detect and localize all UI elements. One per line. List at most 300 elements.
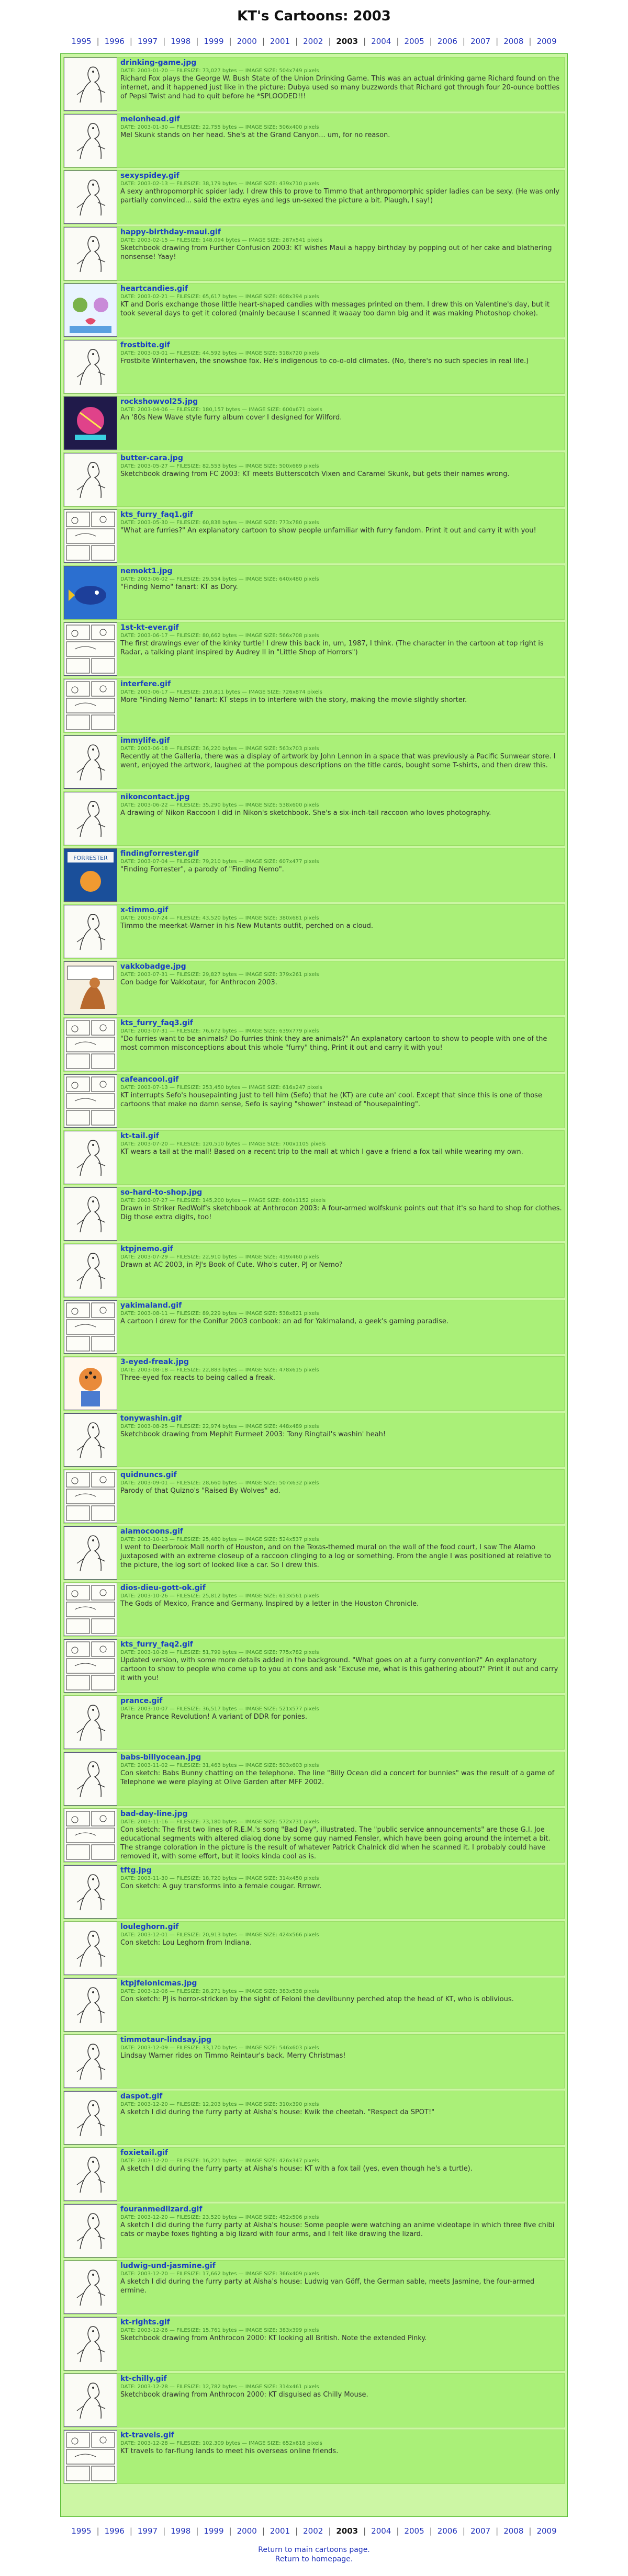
cartoon-filename-link[interactable]: kt-tail.gif	[120, 1132, 159, 1140]
cartoon-filename-link[interactable]: melonhead.gif	[120, 115, 180, 123]
cartoon-filename-link[interactable]: babs-billyocean.jpg	[120, 1753, 201, 1762]
meta-filesize: 73,180	[202, 1819, 221, 1825]
meta-filesize: 12,782	[202, 2384, 221, 2390]
cartoon-thumbnail[interactable]	[64, 2317, 117, 2370]
cartoon-entry	[63, 2091, 565, 2145]
meta-date: 2003-11-02	[137, 1763, 168, 1768]
bottom-year-link-2002[interactable]: 2002	[303, 2526, 323, 2536]
cartoon-thumbnail[interactable]	[64, 1018, 117, 1071]
meta-imagesize: 507x632	[279, 1480, 302, 1486]
top-year-link-1996[interactable]: 1996	[104, 37, 125, 46]
cartoon-info	[120, 622, 564, 676]
cartoon-filename-link[interactable]: x-timmo.gif	[120, 906, 169, 914]
cartoon-thumbnail[interactable]	[64, 340, 117, 393]
cartoon-thumbnail[interactable]	[64, 1244, 117, 1297]
svg-text:FORRESTER: FORRESTER	[73, 855, 108, 861]
cartoon-description: Lindsay Warner rides on Timmo Reintaur's back. Merry Christmas!	[120, 2052, 346, 2060]
meta-bytes-label: bytes	[226, 237, 240, 243]
meta-date-label: DATE:	[120, 2158, 136, 2164]
cartoon-entry	[63, 1356, 565, 1411]
cartoon-filename-link[interactable]: prance.gif	[120, 1697, 163, 1705]
cartoon-filename-link[interactable]: ktpjfelonicmas.jpg	[120, 1979, 197, 1988]
cartoon-description: Con sketch: A guy transforms into a female cougar. Rrrowr.	[120, 1882, 322, 1890]
bottom-year-link-1995[interactable]: 1995	[71, 2526, 92, 2536]
cartoon-thumbnail[interactable]	[64, 2374, 117, 2427]
cartoon-metadata: DATE: 2003-07-29 — FILESIZE: 22,910 bytes — IMAGE SIZE: 419x460 pixels	[120, 1254, 319, 1260]
meta-imagesize-label: IMAGE SIZE:	[245, 68, 278, 74]
cartoon-entry	[63, 1074, 565, 1128]
cartoon-info	[120, 1526, 564, 1580]
meta-imagesize-label: IMAGE SIZE:	[245, 1424, 278, 1429]
meta-imagesize: 518x720	[279, 350, 302, 356]
meta-filesize-label: FILESIZE:	[176, 463, 201, 469]
year-separator: |	[396, 37, 399, 46]
meta-date: 2003-06-17	[137, 689, 168, 695]
meta-date-label: DATE:	[120, 1480, 136, 1486]
meta-bytes-label: bytes	[222, 1989, 237, 1994]
meta-date: 2003-12-09	[137, 2045, 168, 2051]
cartoon-metadata: DATE: 2003-12-06 — FILESIZE: 28,271 bytes — IMAGE SIZE: 383x538 pixels	[120, 1989, 319, 1994]
cartoon-filename-link[interactable]: sexyspidey.gif	[120, 172, 180, 180]
meta-imagesize: 566x708	[279, 633, 302, 639]
cartoon-filename-link[interactable]: heartcandies.gif	[120, 285, 188, 293]
cartoon-filename-link[interactable]: dios-dieu-gott-ok.gif	[120, 1584, 206, 1592]
meta-filesize-label: FILESIZE:	[176, 2271, 201, 2277]
meta-filesize: 210,811	[202, 689, 225, 695]
meta-bytes-label: bytes	[226, 689, 240, 695]
cartoon-metadata: DATE: 2003-11-30 — FILESIZE: 18,720 bytes — IMAGE SIZE: 314x450 pixels	[120, 1876, 319, 1881]
cartoon-description: More "Finding Nemo" fanart: KT steps in to interfere with the story, making the movie slightly shorter.	[120, 696, 467, 704]
year-separator: |	[396, 2526, 399, 2536]
cartoon-filename-link[interactable]: 3-eyed-freak.jpg	[120, 1358, 189, 1366]
cartoon-info	[120, 1696, 564, 1749]
cartoon-filename-link[interactable]: fouranmedlizard.gif	[120, 2205, 203, 2214]
cartoon-filename-link[interactable]: tftg.jpg	[120, 1866, 152, 1875]
cartoon-description: Drawn at AC 2003, in PJ's Book of Cute. Who's cuter, PJ or Nemo?	[120, 1261, 343, 1269]
meta-date-label: DATE:	[120, 1876, 136, 1881]
year-separator: |	[496, 37, 499, 46]
bottom-year-current: 2003	[336, 2526, 358, 2536]
top-year-link-2000[interactable]: 2000	[237, 37, 257, 46]
cartoon-filename-link[interactable]: yakimaland.gif	[120, 1301, 182, 1310]
cartoon-thumbnail[interactable]	[64, 1696, 117, 1749]
meta-imagesize: 640x480	[279, 576, 302, 582]
meta-pixels-label: pixels	[304, 1989, 319, 1994]
bottom-year-link-2009[interactable]: 2009	[536, 2526, 557, 2536]
meta-pixels-label: pixels	[307, 237, 322, 243]
cartoon-thumbnail[interactable]	[64, 1074, 117, 1128]
meta-date-label: DATE:	[120, 2441, 136, 2446]
cartoon-filename-link[interactable]: drinking-game.jpg	[120, 59, 197, 67]
cartoon-thumbnail[interactable]	[64, 2261, 117, 2314]
cartoon-info	[120, 1583, 564, 1636]
cartoon-thumbnail[interactable]	[64, 114, 117, 167]
meta-date-label: DATE:	[120, 68, 136, 74]
cartoon-entry	[63, 565, 565, 620]
cartoon-filename-link[interactable]: cafeancool.gif	[120, 1075, 179, 1084]
cartoon-entry	[63, 622, 565, 676]
cartoon-thumbnail[interactable]	[64, 1300, 117, 1354]
meta-imagesize: 452x506	[279, 2215, 302, 2220]
cartoon-metadata: DATE: 2003-06-18 — FILESIZE: 36,220 bytes — IMAGE SIZE: 563x703 pixels	[120, 746, 319, 752]
meta-filesize-label: FILESIZE:	[176, 1480, 201, 1486]
cartoon-entry	[63, 1413, 565, 1467]
cartoon-filename-link[interactable]: kt-rights.gif	[120, 2318, 170, 2327]
meta-filesize-label: FILESIZE:	[176, 633, 201, 639]
bottom-year-link-2008[interactable]: 2008	[503, 2526, 524, 2536]
cartoon-entry	[63, 1130, 565, 1185]
cartoon-filename-link[interactable]: kts_furry_faq2.gif	[120, 1640, 193, 1649]
meta-imagesize: 563x703	[279, 746, 302, 752]
meta-pixels-label: pixels	[310, 1198, 326, 1204]
meta-pixels-label: pixels	[304, 350, 319, 356]
meta-filesize: 31,463	[202, 1763, 221, 1768]
year-separator: |	[96, 37, 99, 46]
cartoon-filename-link[interactable]: timmotaur-lindsay.jpg	[120, 2036, 212, 2044]
cartoon-entry	[63, 1526, 565, 1580]
bottom-year-link-2001[interactable]: 2001	[270, 2526, 290, 2536]
meta-bytes-label: bytes	[222, 1876, 237, 1881]
top-year-link-2005[interactable]: 2005	[404, 37, 424, 46]
meta-filesize-label: FILESIZE:	[176, 181, 201, 187]
cartoon-thumbnail[interactable]	[64, 1922, 117, 1975]
cartoon-filename-link[interactable]: so-hard-to-shop.jpg	[120, 1188, 203, 1197]
meta-imagesize-label: IMAGE SIZE:	[245, 1254, 278, 1260]
cartoon-info	[120, 848, 564, 902]
meta-date: 2003-06-17	[137, 633, 168, 639]
cartoon-thumbnail[interactable]	[64, 509, 117, 563]
cartoon-entry	[63, 509, 565, 563]
meta-filesize: 120,510	[202, 1141, 225, 1147]
meta-bytes-label: bytes	[222, 294, 237, 300]
cartoon-filename-link[interactable]: kts_furry_faq3.gif	[120, 1019, 193, 1027]
meta-date: 2003-12-28	[137, 2441, 168, 2446]
cartoon-thumbnail[interactable]	[64, 1752, 117, 1806]
cartoon-filename-link[interactable]: immylife.gif	[120, 736, 170, 745]
cartoon-description: Sketchbook drawing from Anthrocon 2000: KT disguised as Chilly Mouse.	[120, 2391, 368, 2399]
meta-imagesize-label: IMAGE SIZE:	[245, 294, 278, 300]
meta-imagesize: 616x247	[282, 1085, 306, 1091]
top-year-link-2008[interactable]: 2008	[503, 37, 524, 46]
cartoon-filename-link[interactable]: rockshowvol25.jpg	[120, 398, 198, 406]
cartoon-filename-link[interactable]: tonywashin.gif	[120, 1414, 182, 1423]
cartoon-info	[120, 1865, 564, 1919]
meta-imagesize: 600x671	[282, 407, 306, 413]
meta-bytes-label: bytes	[226, 2441, 240, 2446]
cartoon-entry	[63, 1695, 565, 1750]
cartoon-filename-link[interactable]: bad-day-line.jpg	[120, 1810, 188, 1818]
cartoon-info	[120, 1639, 564, 1693]
cartoon-description: Parody of that Quizno's "Raised By Wolves" ad.	[120, 1487, 281, 1495]
cartoon-entry	[63, 283, 565, 337]
meta-imagesize-label: IMAGE SIZE:	[245, 2215, 278, 2220]
meta-pixels-label: pixels	[304, 1593, 319, 1599]
meta-imagesize-label: IMAGE SIZE:	[245, 2271, 278, 2277]
meta-filesize-label: FILESIZE:	[176, 237, 201, 243]
meta-filesize: 20,913	[202, 1932, 221, 1938]
cartoon-metadata: DATE: 2003-07-04 — FILESIZE: 79,210 bytes — IMAGE SIZE: 607x477 pixels	[120, 859, 319, 865]
cartoon-filename-link[interactable]: alamocoons.gif	[120, 1527, 183, 1536]
top-year-link-2004[interactable]: 2004	[371, 37, 391, 46]
cartoon-filename-link[interactable]: nemokt1.jpg	[120, 567, 173, 575]
meta-date: 2003-07-24	[137, 915, 168, 921]
cartoon-filename-link[interactable]: ludwig-und-jasmine.gif	[120, 2262, 216, 2270]
cartoon-thumbnail[interactable]	[64, 2091, 117, 2144]
meta-filesize: 22,974	[202, 1424, 221, 1429]
meta-filesize-label: FILESIZE:	[176, 68, 201, 74]
meta-pixels-label: pixels	[304, 2328, 319, 2333]
meta-imagesize-label: IMAGE SIZE:	[245, 633, 278, 639]
meta-filesize-label: FILESIZE:	[176, 1932, 201, 1938]
top-year-link-2006[interactable]: 2006	[437, 37, 457, 46]
meta-imagesize: 538x600	[279, 802, 302, 808]
meta-date-label: DATE:	[120, 294, 136, 300]
meta-date-label: DATE:	[120, 350, 136, 356]
bottom-year-link-1996[interactable]: 1996	[104, 2526, 125, 2536]
meta-date: 2003-02-21	[137, 294, 168, 300]
meta-filesize-label: FILESIZE:	[176, 1593, 201, 1599]
meta-filesize-label: FILESIZE:	[176, 2045, 201, 2051]
meta-date: 2003-10-07	[137, 1706, 168, 1712]
meta-pixels-label: pixels	[304, 1424, 319, 1429]
cartoon-entry	[63, 339, 565, 394]
cartoon-description: Drawn in Striker RedWolf's sketchbook at Anthrocon 2003: A four-armed wolfskunk points out that it's so hard to shop for clothes. Dig those extra digits, too!	[120, 1205, 562, 1221]
meta-imagesize-label: IMAGE SIZE:	[245, 1819, 278, 1825]
cartoon-filename-link[interactable]: vakkobadge.jpg	[120, 962, 186, 971]
cartoon-filename-link[interactable]: daspot.gif	[120, 2092, 163, 2101]
bottom-year-link-2005[interactable]: 2005	[404, 2526, 424, 2536]
meta-bytes-label: bytes	[222, 972, 237, 978]
cartoon-metadata: DATE: 2003-07-27 — FILESIZE: 145,200 bytes — IMAGE SIZE: 600x1152 pixels	[120, 1198, 326, 1204]
cartoon-thumbnail[interactable]	[64, 58, 117, 111]
top-year-link-2009[interactable]: 2009	[536, 37, 557, 46]
meta-date-label: DATE:	[120, 689, 136, 695]
meta-pixels-label: pixels	[304, 520, 319, 526]
meta-bytes-label: bytes	[222, 2158, 237, 2164]
cartoon-thumbnail[interactable]	[64, 227, 117, 280]
cartoon-thumbnail[interactable]	[64, 2148, 117, 2201]
cartoon-entry	[63, 1921, 565, 1976]
top-year-link-1997[interactable]: 1997	[137, 37, 158, 46]
bottom-year-link-2004[interactable]: 2004	[371, 2526, 391, 2536]
cartoon-filename-link[interactable]: quidnuncs.gif	[120, 1471, 177, 1479]
cartoon-thumbnail[interactable]	[64, 396, 117, 450]
cartoon-filename-link[interactable]: frostbite.gif	[120, 341, 170, 349]
meta-pixels-label: pixels	[304, 2045, 319, 2051]
homepage-link[interactable]: Return to homepage.	[275, 2555, 353, 2563]
meta-bytes-label: bytes	[222, 2271, 237, 2277]
bottom-year-link-2007[interactable]: 2007	[470, 2526, 491, 2536]
year-separator: |	[462, 2526, 465, 2536]
top-year-link-1998[interactable]: 1998	[171, 37, 191, 46]
meta-imagesize-label: IMAGE SIZE:	[249, 407, 281, 413]
year-separator: |	[429, 2526, 432, 2536]
cartoon-filename-link[interactable]: findingforrester.gif	[120, 849, 199, 858]
cartoon-thumbnail[interactable]	[64, 1187, 117, 1241]
cartoon-thumbnail[interactable]	[64, 1413, 117, 1467]
top-year-link-2001[interactable]: 2001	[270, 37, 290, 46]
cartoon-thumbnail[interactable]	[64, 1583, 117, 1636]
cartoon-info	[120, 2430, 564, 2483]
cartoon-description: KT travels to far-flung lands to meet his overseas online friends.	[120, 2447, 339, 2455]
cartoon-description: Con badge for Vakkotaur, for Anthrocon 2003.	[120, 979, 277, 986]
meta-date-label: DATE:	[120, 1311, 136, 1317]
cartoon-filename-link[interactable]: louleghorn.gif	[120, 1923, 179, 1931]
cartoon-thumbnail[interactable]	[64, 905, 117, 958]
cartoon-thumbnail[interactable]	[64, 735, 117, 789]
year-separator: |	[328, 2526, 331, 2536]
cartoon-entry	[63, 961, 565, 1015]
meta-date-label: DATE:	[120, 633, 136, 639]
cartoon-thumbnail[interactable]	[64, 1470, 117, 1523]
cartoon-filename-link[interactable]: 1st-kt-ever.gif	[120, 623, 179, 632]
cartoon-metadata: DATE: 2003-12-01 — FILESIZE: 20,913 bytes — IMAGE SIZE: 424x566 pixels	[120, 1932, 319, 1938]
cartoon-description: "Finding Forrester", a parody of "Finding Nemo".	[120, 866, 284, 873]
meta-pixels-label: pixels	[304, 633, 319, 639]
meta-date-label: DATE:	[120, 2215, 136, 2220]
meta-filesize-label: FILESIZE:	[176, 1141, 201, 1147]
cartoon-filename-link[interactable]: kts_furry_faq1.gif	[120, 510, 193, 519]
meta-bytes-label: bytes	[222, 2045, 237, 2051]
bottom-year-link-1998[interactable]: 1998	[171, 2526, 191, 2536]
top-year-link-2007[interactable]: 2007	[470, 37, 491, 46]
meta-bytes-label: bytes	[222, 1819, 237, 1825]
top-year-link-2002[interactable]: 2002	[303, 37, 323, 46]
cartoon-description: Frostbite Winterhaven, the snowshoe fox. He's indigenous to co-o-old climates. (No, there's no such species in real life.)	[120, 357, 529, 365]
cartoon-metadata: DATE: 2003-10-07 — FILESIZE: 36,517 bytes — IMAGE SIZE: 521x577 pixels	[120, 1706, 319, 1712]
cartoon-thumbnail[interactable]	[64, 679, 117, 732]
meta-bytes-label: bytes	[222, 576, 237, 582]
meta-bytes-label: bytes	[222, 802, 237, 808]
year-separator: |	[163, 2526, 166, 2536]
meta-date-label: DATE:	[120, 972, 136, 978]
meta-filesize-label: FILESIZE:	[176, 520, 201, 526]
meta-imagesize-label: IMAGE SIZE:	[245, 1989, 278, 1994]
meta-pixels-label: pixels	[307, 689, 322, 695]
cartoon-thumbnail[interactable]	[64, 961, 117, 1015]
bottom-year-link-1999[interactable]: 1999	[204, 2526, 224, 2536]
cartoon-thumbnail[interactable]	[64, 848, 117, 902]
meta-pixels-label: pixels	[304, 802, 319, 808]
cartoon-thumbnail[interactable]	[64, 2430, 117, 2483]
main-cartoons-link[interactable]: Return to main cartoons page.	[258, 2546, 370, 2554]
cartoon-filename-link[interactable]: ktpjnemo.gif	[120, 1245, 173, 1253]
bottom-year-link-2006[interactable]: 2006	[437, 2526, 457, 2536]
cartoon-info	[120, 453, 564, 506]
cartoon-filename-link[interactable]: kt-travels.gif	[120, 2431, 174, 2439]
bottom-year-link-2000[interactable]: 2000	[237, 2526, 257, 2536]
cartoon-thumbnail[interactable]	[64, 1357, 117, 1410]
cartoon-description: A cartoon I drew for the Conifur 2003 conbook: an ad for Yakimaland, a geek's gaming paradise.	[120, 1318, 448, 1325]
meta-bytes-label: bytes	[226, 1085, 240, 1091]
cartoon-thumbnail[interactable]	[64, 1865, 117, 1919]
cartoon-description: Three-eyed fox reacts to being called a freak.	[120, 1374, 275, 1382]
meta-imagesize-label: IMAGE SIZE:	[245, 1311, 278, 1317]
cartoon-entry	[63, 2260, 565, 2314]
cartoon-thumbnail[interactable]	[64, 2204, 117, 2257]
meta-imagesize: 608x394	[279, 294, 302, 300]
meta-filesize-label: FILESIZE:	[176, 2215, 201, 2220]
meta-filesize-label: FILESIZE:	[176, 294, 201, 300]
cartoon-thumbnail[interactable]	[64, 171, 117, 224]
meta-imagesize-label: IMAGE SIZE:	[245, 746, 278, 752]
meta-filesize-label: FILESIZE:	[176, 1028, 201, 1034]
meta-filesize: 44,592	[202, 350, 221, 356]
cartoon-filename-link[interactable]: happy-birthday-maui.gif	[120, 228, 221, 236]
cartoon-entry	[63, 2373, 565, 2427]
cartoon-thumbnail[interactable]	[64, 1131, 117, 1184]
cartoon-filename-link[interactable]: butter-cara.jpg	[120, 454, 183, 462]
cartoon-metadata: DATE: 2003-07-20 — FILESIZE: 120,510 bytes — IMAGE SIZE: 700x1105 pixels	[120, 1141, 326, 1147]
meta-pixels-label: pixels	[304, 181, 319, 187]
meta-imagesize: 503x603	[279, 1763, 302, 1768]
cartoon-entry	[63, 735, 565, 789]
meta-imagesize-label: IMAGE SIZE:	[245, 2384, 278, 2390]
cartoon-thumbnail[interactable]	[64, 566, 117, 619]
meta-pixels-label: pixels	[304, 746, 319, 752]
cartoon-info	[120, 2148, 564, 2201]
cartoon-info	[120, 905, 564, 958]
meta-filesize: 36,220	[202, 746, 221, 752]
cartoon-list	[60, 53, 568, 2517]
year-separator: |	[295, 37, 298, 46]
cartoon-description: Richard Fox plays the George W. Bush State of the Union Drinking Game. This was an actual drinking game Richard found on the internet, and it happened just like in the picture: Dubya used so many buzzwords that Richard got through four 20-ounce bottles of Pepsi Twist and had to quit before he *SPLOODED!!!	[120, 75, 560, 100]
cartoon-metadata: DATE: 2003-04-06 — FILESIZE: 180,157 bytes — IMAGE SIZE: 600x671 pixels	[120, 407, 322, 413]
cartoon-filename-link[interactable]: foxietail.gif	[120, 2149, 168, 2157]
cartoon-thumbnail[interactable]	[64, 792, 117, 845]
cartoon-filename-link[interactable]: nikoncontact.jpg	[120, 793, 190, 801]
meta-bytes-label: bytes	[222, 2102, 237, 2107]
cartoon-thumbnail[interactable]	[64, 1639, 117, 1693]
cartoon-filename-link[interactable]: interfere.gif	[120, 680, 171, 688]
cartoon-thumbnail[interactable]	[64, 453, 117, 506]
cartoon-metadata: DATE: 2003-11-02 — FILESIZE: 31,463 bytes — IMAGE SIZE: 503x603 pixels	[120, 1763, 319, 1768]
cartoon-info	[120, 1752, 564, 1806]
cartoon-thumbnail[interactable]	[64, 2035, 117, 2088]
meta-filesize: 65,617	[202, 294, 221, 300]
meta-filesize: 15,761	[202, 2328, 221, 2333]
cartoon-thumbnail[interactable]	[64, 1978, 117, 2032]
cartoon-info	[120, 2261, 564, 2314]
meta-imagesize-label: IMAGE SIZE:	[245, 1480, 278, 1486]
meta-date: 2003-11-30	[137, 1876, 168, 1881]
cartoon-thumbnail[interactable]	[64, 283, 117, 337]
meta-filesize: 60,838	[202, 520, 221, 526]
cartoon-thumbnail[interactable]	[64, 622, 117, 676]
year-separator: |	[363, 37, 366, 46]
top-year-link-1995[interactable]: 1995	[71, 37, 92, 46]
meta-filesize-label: FILESIZE:	[176, 350, 201, 356]
cartoon-filename-link[interactable]: kt-chilly.gif	[120, 2375, 167, 2383]
top-year-link-1999[interactable]: 1999	[204, 37, 224, 46]
year-separator: |	[129, 37, 132, 46]
cartoon-metadata: DATE: 2003-09-01 — FILESIZE: 28,660 bytes — IMAGE SIZE: 507x632 pixels	[120, 1480, 319, 1486]
cartoon-info	[120, 1809, 564, 1862]
meta-pixels-label: pixels	[304, 463, 319, 469]
meta-filesize-label: FILESIZE:	[176, 2328, 201, 2333]
cartoon-thumbnail[interactable]	[64, 1809, 117, 1862]
meta-date: 2003-12-20	[137, 2102, 168, 2107]
meta-filesize: 73,027	[202, 68, 221, 74]
meta-date-label: DATE:	[120, 407, 136, 413]
cartoon-description: Con sketch: Babs Bunny chatting on the telephone. The line "Billy Ocean did a concert for bunnies" was the result of a game of Telephone we were playing at Olive Garden after MFF 2002.	[120, 1769, 555, 1786]
year-separator: |	[529, 37, 532, 46]
cartoon-entry	[63, 791, 565, 846]
bottom-year-link-1997[interactable]: 1997	[137, 2526, 158, 2536]
meta-imagesize: 366x409	[279, 2271, 302, 2277]
cartoon-thumbnail[interactable]	[64, 1526, 117, 1580]
meta-imagesize: 424x566	[279, 1932, 302, 1938]
